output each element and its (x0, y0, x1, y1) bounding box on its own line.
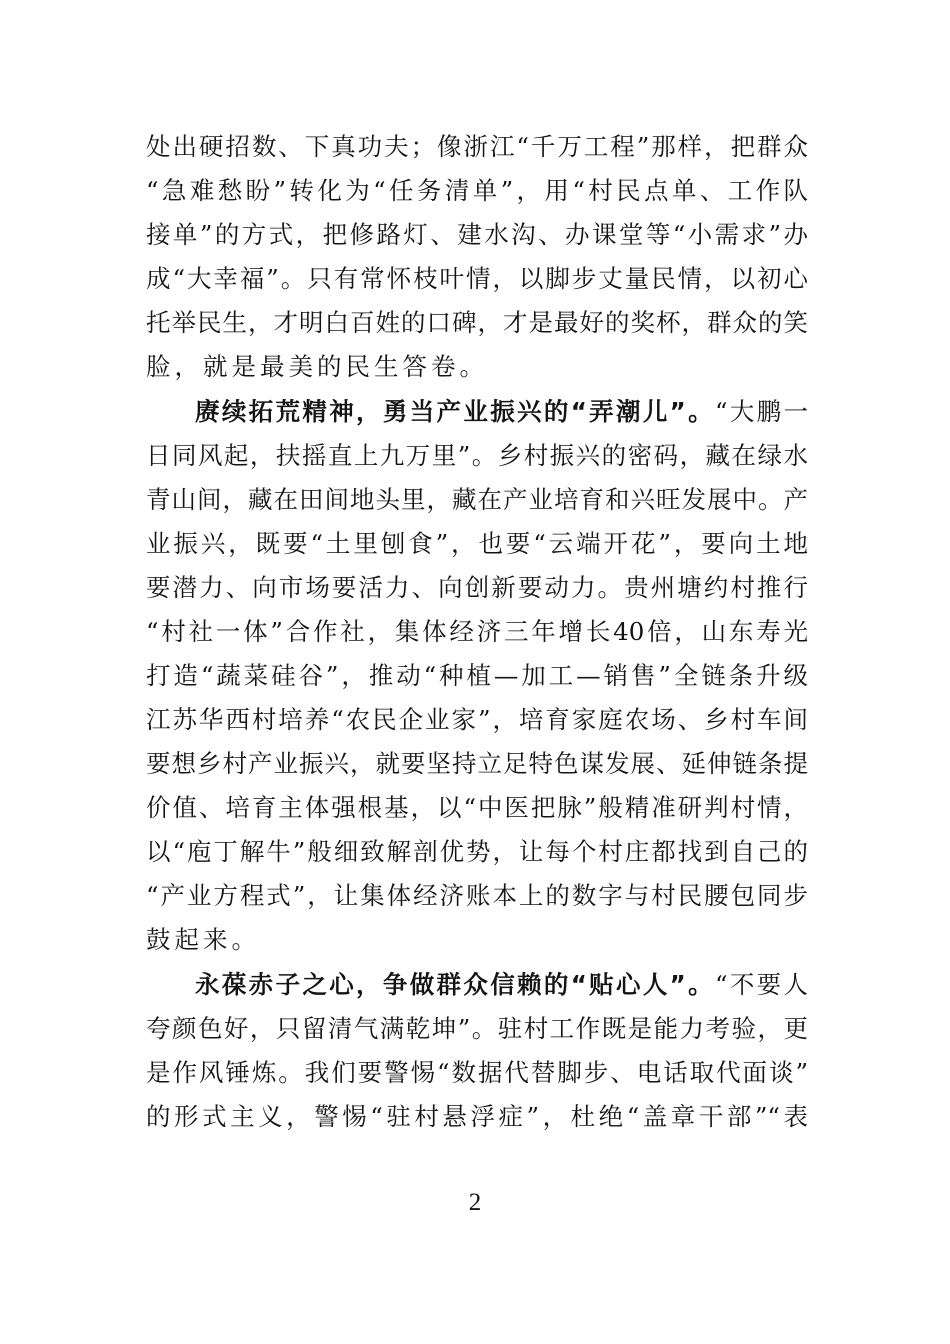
paragraph-first-line (195, 390, 808, 434)
text-line: 青山间，藏在田间地头里，藏在产业培育和兴旺发展中。产 (146, 485, 808, 514)
text-line: 夸颜色好，只留清气满乾坤”。驻村工作既是能力考验，更 (146, 1014, 808, 1043)
text-line: 打造“蔬菜硅谷”，推动“种植—加工—销售”全链条升级 (146, 661, 808, 690)
text-line: 是作风锤炼。我们要警惕“数据代替脚步、电话取代面谈” (146, 1058, 808, 1087)
text-line: 要潜力、向市场要活力、向创新要动力。贵州塘约村推行 (146, 573, 808, 602)
text-line: 以“庖丁解牛”般细致解剖优势，让每个村庄都找到自己的 (146, 837, 808, 866)
page-number: 2 (468, 1189, 482, 1216)
text-line: 处出硬招数、下真功夫；像浙江“千万工程”那样，把群众 (146, 132, 808, 161)
text-line: “急难愁盼”转化为“任务清单”，用“村民点单、工作队 (146, 176, 808, 205)
text-line: 接单”的方式，把修路灯、建水沟、办课堂等“小需求”办 (146, 220, 808, 249)
text-line: 托举民生，才明白百姓的口碑，才是最好的奖杯，群众的笑 (146, 308, 808, 337)
text-line: 业振兴，既要“土里刨食”，也要“云端开花”，要向土地 (146, 529, 808, 558)
text-line: 江苏华西村培养“农民企业家”，培育家庭农场、乡村车间 (146, 705, 808, 734)
text-line: “产业方程式”，让集体经济账本上的数字与村民腰包同步 (146, 881, 808, 910)
paragraph-text: “大鹏一 (714, 397, 809, 426)
text-line: 要想乡村产业振兴，就要坚持立足特色谋发展、延伸链条提 (146, 749, 808, 778)
text-line: 的形式主义，警惕“驻村悬浮症”，杜绝“盖章干部”“表 (146, 1102, 808, 1131)
text-line: 脸，就是最美的民生答卷。 (146, 352, 488, 381)
text-line: “村社一体”合作社，集体经济三年增长40倍，山东寿光 (146, 617, 808, 646)
paragraph-first-line (195, 963, 808, 1007)
text-line: 价值、培育主体强根基，以“中医把脉”般精准研判村情， (146, 793, 808, 822)
text-line: 鼓起来。 (146, 925, 260, 954)
text-line: 成“大幸福”。只有常怀枝叶情，以脚步丈量民情，以初心 (146, 264, 808, 293)
paragraph-heading: 赓续拓荒精神，勇当产业振兴的“弄潮儿”。 (195, 397, 715, 426)
paragraph-text: “不要人 (714, 970, 809, 999)
text-line: 日同风起，扶摇直上九万里”。乡村振兴的密码，藏在绿水 (146, 441, 808, 470)
paragraph-heading: 永葆赤子之心，争做群众信赖的“贴心人”。 (195, 970, 715, 999)
